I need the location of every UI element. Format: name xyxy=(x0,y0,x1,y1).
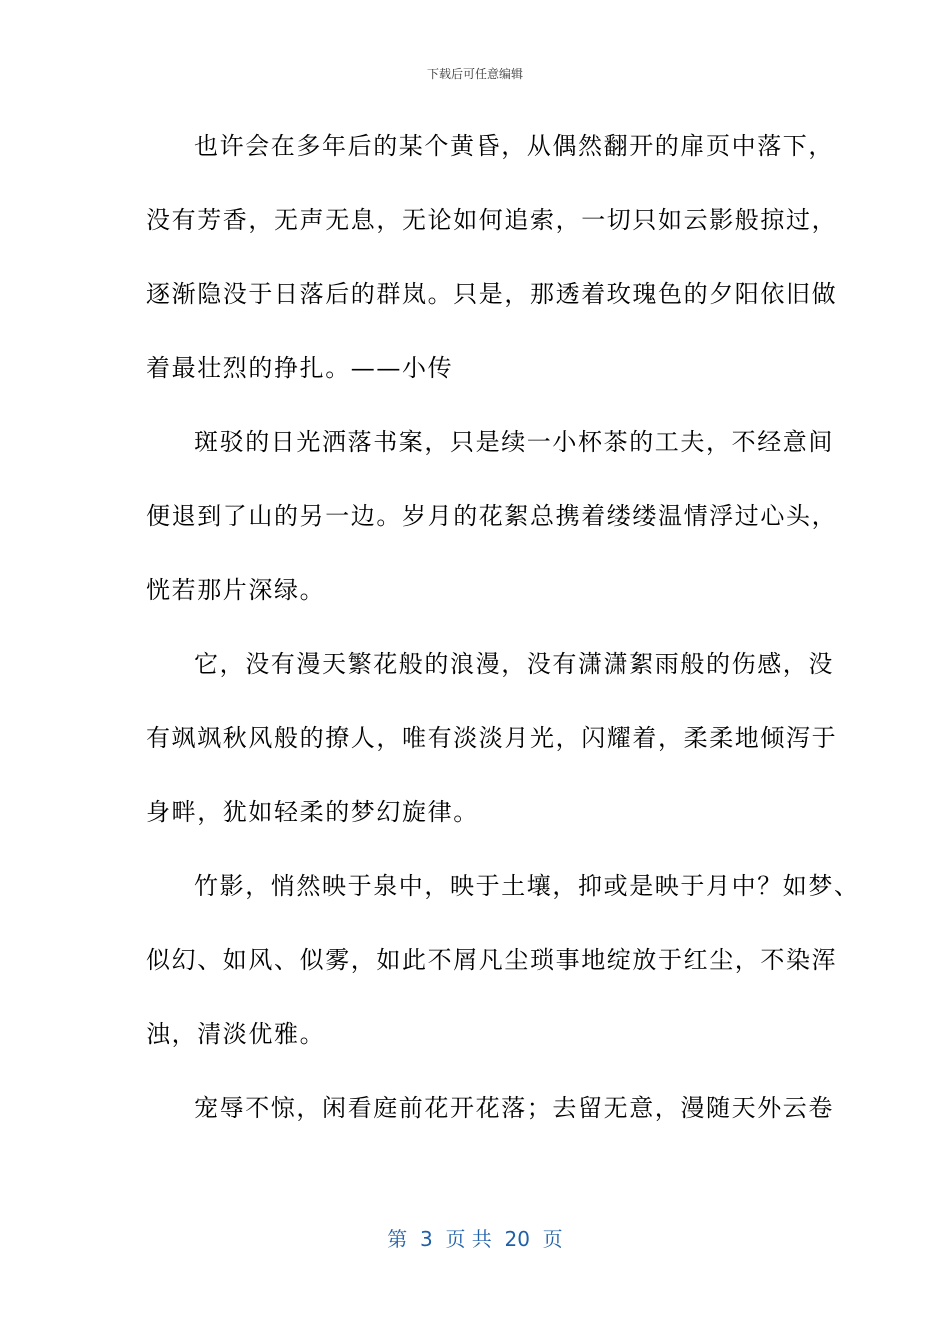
document-body xyxy=(146,122,860,1158)
paragraph-line: 着最壮烈的挣扎。——小传 xyxy=(146,354,454,382)
paragraph-line: 身畔，犹如轻柔的梦幻旋律。 xyxy=(146,798,479,826)
paragraph-line: 便退到了山的另一边。岁月的花絮总携着缕缕温情浮过心头， xyxy=(146,502,838,530)
paragraph-line: 竹影，悄然映于泉中，映于土壤，抑或是映于月中？如梦、 xyxy=(194,872,860,900)
paragraph-line: 逐渐隐没于日落后的群岚。只是，那透着玫瑰色的夕阳依旧做 xyxy=(146,280,838,308)
paragraph-line: 没有芳香，无声无息，无论如何追索，一切只如云影般掠过， xyxy=(146,206,838,234)
paragraph-line: 有飒飒秋风般的撩人，唯有淡淡月光，闪耀着，柔柔地倾泻于 xyxy=(146,724,838,752)
paragraph-line: 斑驳的日光洒落书案，只是续一小杯茶的工夫，不经意间 xyxy=(194,428,834,456)
paragraph-line: 似幻、如风、似雾，如此不屑凡尘琐事地绽放于红尘，不染浑 xyxy=(146,946,838,974)
paragraph-line: 宠辱不惊，闲看庭前花开花落；去留无意，漫随天外云卷 xyxy=(194,1094,834,1122)
header-note: 下载后可任意编辑 xyxy=(426,67,523,81)
paragraph-line: 也许会在多年后的某个黄昏，从偶然翻开的扉页中落下， xyxy=(194,132,834,160)
paragraph-line: 它，没有漫天繁花般的浪漫，没有潇潇絮雨般的伤感，没 xyxy=(194,650,834,678)
paragraph-line: 恍若那片深绿。 xyxy=(146,576,326,604)
paragraph-line: 浊，清淡优雅。 xyxy=(146,1020,326,1048)
page-number: 第 3 页 共 20 页 xyxy=(387,1227,563,1251)
